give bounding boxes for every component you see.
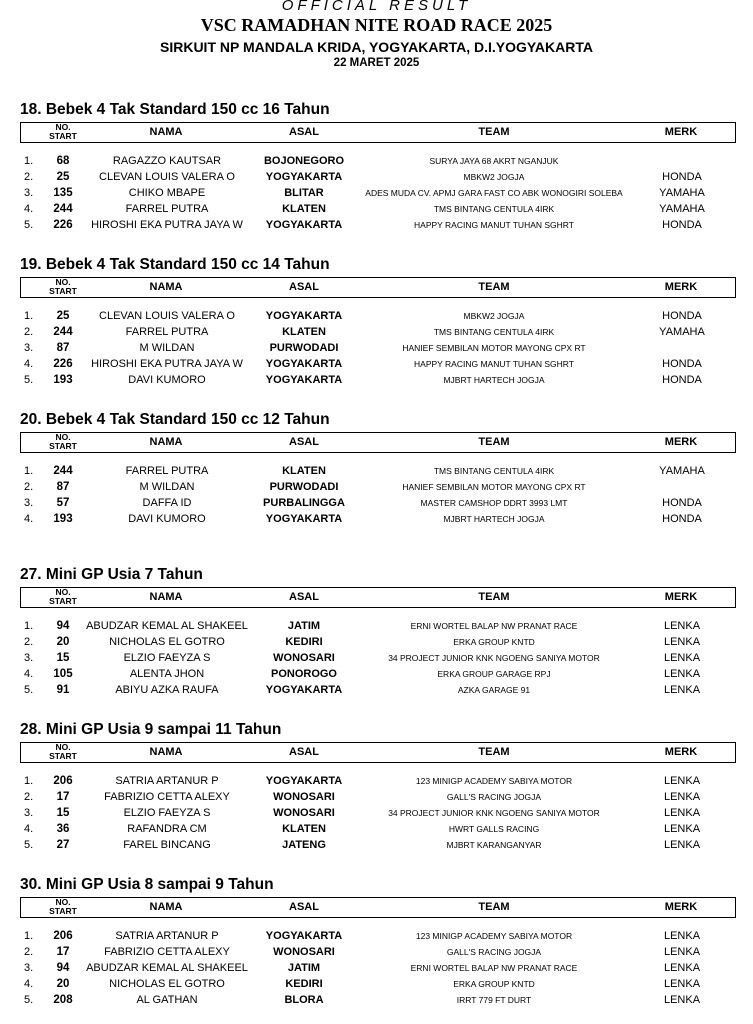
row-rider-name: FABRIZIO CETTA ALEXY <box>104 791 230 803</box>
row-rider-name: FABRIZIO CETTA ALEXY <box>104 946 230 958</box>
row-origin: YOGYAKARTA <box>265 513 343 525</box>
row-position: 1. <box>24 930 34 942</box>
table-row <box>0 805 753 821</box>
column-header-team: TEAM <box>478 126 510 138</box>
column-header-asal: ASAL <box>289 281 319 293</box>
section-title: 27. Mini GP Usia 7 Tahun <box>20 566 203 583</box>
section-title: 19. Bebek 4 Tak Standard 150 cc 14 Tahun <box>20 256 330 273</box>
row-start-number: 25 <box>56 171 70 183</box>
row-brand: HONDA <box>662 497 702 509</box>
row-team: ERKA GROUP GARAGE RPJ <box>437 669 551 679</box>
row-team: TMS BINTANG CENTULA 4IRK <box>433 327 555 337</box>
row-position: 3. <box>24 342 34 354</box>
row-brand: HONDA <box>662 171 702 183</box>
column-header-merk: MERK <box>664 746 698 758</box>
row-position: 5. <box>24 684 34 696</box>
column-header-merk: MERK <box>664 126 698 138</box>
row-team: ADES MUDA CV. APMJ GARA FAST CO ABK WONOGIRI SOLEBA <box>365 188 623 198</box>
column-header-team: TEAM <box>478 901 510 913</box>
row-start-number: 226 <box>53 219 73 231</box>
row-team: GALL'S RACING JOGJA <box>446 792 542 802</box>
row-start-number: 94 <box>56 962 70 974</box>
row-start-number: 17 <box>56 791 70 803</box>
column-header-no-start-line2: START <box>49 596 77 606</box>
row-brand: YAMAHA <box>659 326 705 338</box>
column-header-no-start <box>43 898 83 916</box>
table-row <box>0 634 753 650</box>
row-position: 2. <box>24 946 34 958</box>
section-title: 28. Mini GP Usia 9 sampai 11 Tahun <box>20 721 282 738</box>
row-start-number: 87 <box>56 481 70 493</box>
row-position: 2. <box>24 481 34 493</box>
column-header-merk: MERK <box>664 901 698 913</box>
column-header-team: TEAM <box>478 436 510 448</box>
row-origin: JATIM <box>287 962 321 974</box>
row-position: 2. <box>24 326 34 338</box>
table-row <box>0 153 753 169</box>
row-rider-name: ABIYU AZKA RAUFA <box>115 684 219 696</box>
row-rider-name: NICHOLAS EL GOTRO <box>109 636 225 648</box>
row-rider-name: AL GATHAN <box>136 994 198 1006</box>
column-header-no-start-line2: START <box>49 751 77 761</box>
row-team: 34 PROJECT JUNIOR KNK NGOENG SANIYA MOTOR <box>388 808 600 818</box>
row-start-number: 244 <box>53 465 73 477</box>
row-position: 1. <box>24 620 34 632</box>
row-start-number: 20 <box>56 978 70 990</box>
column-header-asal: ASAL <box>289 901 319 913</box>
table-row <box>0 821 753 837</box>
row-origin: JATIM <box>287 620 321 632</box>
row-origin: KLATEN <box>282 203 326 215</box>
row-start-number: 135 <box>53 187 73 199</box>
column-header-no-start-line2: START <box>49 131 77 141</box>
row-team: MBKW2 JOGJA <box>463 172 525 182</box>
row-origin: KLATEN <box>282 326 326 338</box>
row-team: MJBRT HARTECH JOGJA <box>443 375 545 385</box>
row-position: 3. <box>24 187 34 199</box>
row-origin: KLATEN <box>282 823 326 835</box>
table-row <box>0 511 753 527</box>
row-rider-name: SATRIA ARTANUR P <box>115 930 219 942</box>
table-row <box>0 682 753 698</box>
table-row <box>0 650 753 666</box>
row-team: MBKW2 JOGJA <box>463 311 525 321</box>
row-team: HANIEF SEMBILAN MOTOR MAYONG CPX RT <box>402 482 586 492</box>
row-brand: LENKA <box>663 823 701 835</box>
row-origin: YOGYAKARTA <box>265 171 343 183</box>
column-header-team: TEAM <box>478 281 510 293</box>
column-header-no-start <box>43 433 83 451</box>
row-start-number: 208 <box>53 994 73 1006</box>
row-team: HWRT GALLS RACING <box>448 824 540 834</box>
column-header-nama: NAMA <box>149 901 183 913</box>
row-start-number: 36 <box>56 823 70 835</box>
row-position: 3. <box>24 652 34 664</box>
row-origin: YOGYAKARTA <box>265 310 343 322</box>
row-origin: WONOSARI <box>273 946 335 958</box>
row-position: 5. <box>24 839 34 851</box>
row-start-number: 244 <box>53 203 73 215</box>
row-team: ERNI WORTEL BALAP NW PRANAT RACE <box>410 963 578 973</box>
row-origin: YOGYAKARTA <box>265 374 343 386</box>
row-team: ERKA GROUP KNTD <box>453 637 535 647</box>
row-origin: YOGYAKARTA <box>265 930 343 942</box>
row-position: 1. <box>24 310 34 322</box>
row-brand: LENKA <box>663 791 701 803</box>
row-brand: HONDA <box>662 374 702 386</box>
column-header-asal: ASAL <box>289 591 319 603</box>
column-header-no-start-line1: NO. <box>55 742 71 752</box>
row-rider-name: ABUDZAR KEMAL AL SHAKEEL <box>86 962 248 974</box>
column-header-merk: MERK <box>664 436 698 448</box>
row-rider-name: DAVI KUMORO <box>128 513 206 525</box>
row-rider-name: HIROSHI EKA PUTRA JAYA W <box>91 358 243 370</box>
row-brand: HONDA <box>662 358 702 370</box>
row-origin: YOGYAKARTA <box>265 775 343 787</box>
row-rider-name: FARREL PUTRA <box>125 326 209 338</box>
row-rider-name: M WILDAN <box>139 342 195 354</box>
row-start-number: 15 <box>56 807 70 819</box>
row-rider-name: CLEVAN LOUIS VALERA O <box>99 171 235 183</box>
row-team: TMS BINTANG CENTULA 4IRK <box>433 466 555 476</box>
row-origin: WONOSARI <box>273 652 335 664</box>
row-start-number: 25 <box>56 310 70 322</box>
event-venue: SIRKUIT NP MANDALA KRIDA, YOGYAKARTA, D.I.YOGYAKARTA <box>160 39 593 55</box>
row-origin: BOJONEGORO <box>263 155 345 167</box>
row-origin: YOGYAKARTA <box>265 684 343 696</box>
row-rider-name: ALENTA JHON <box>129 668 205 680</box>
column-header-no-start <box>43 588 83 606</box>
row-start-number: 226 <box>53 358 73 370</box>
row-start-number: 57 <box>56 497 70 509</box>
row-position: 2. <box>24 171 34 183</box>
row-origin: KLATEN <box>282 465 326 477</box>
row-team: 123 MINIGP ACADEMY SABIYA MOTOR <box>415 776 573 786</box>
row-start-number: 193 <box>53 374 73 386</box>
table-row <box>0 308 753 324</box>
row-position: 4. <box>24 978 34 990</box>
row-origin: YOGYAKARTA <box>265 219 343 231</box>
table-row <box>0 356 753 372</box>
row-brand: LENKA <box>663 962 701 974</box>
row-rider-name: SATRIA ARTANUR P <box>115 775 219 787</box>
row-position: 1. <box>24 155 34 167</box>
row-origin: PURBALINGGA <box>263 497 345 509</box>
table-header <box>20 897 736 918</box>
table-row <box>0 837 753 853</box>
row-position: 3. <box>24 807 34 819</box>
row-team: SURYA JAYA 68 AKRT NGANJUK <box>429 156 559 166</box>
row-team: ERKA GROUP KNTD <box>453 979 535 989</box>
row-rider-name: M WILDAN <box>139 481 195 493</box>
column-header-merk: MERK <box>664 591 698 603</box>
row-team: IRRT 779 FT DURT <box>456 995 532 1005</box>
row-team: HAPPY RACING MANUT TUHAN SGHRT <box>414 220 574 230</box>
table-row <box>0 169 753 185</box>
row-rider-name: RAFANDRA CM <box>127 823 207 835</box>
row-origin: WONOSARI <box>273 791 335 803</box>
row-origin: JATENG <box>282 839 326 851</box>
row-rider-name: CHIKO MBAPE <box>128 187 206 199</box>
row-team: AZKA GARAGE 91 <box>457 685 531 695</box>
row-brand: HONDA <box>662 219 702 231</box>
column-header-no-start <box>43 743 83 761</box>
row-rider-name: RAGAZZO KAUTSAR <box>112 155 222 167</box>
row-start-number: 20 <box>56 636 70 648</box>
table-row <box>0 324 753 340</box>
row-brand: LENKA <box>663 994 701 1006</box>
row-position: 1. <box>24 775 34 787</box>
table-row <box>0 976 753 992</box>
row-position: 2. <box>24 636 34 648</box>
column-header-asal: ASAL <box>289 436 319 448</box>
row-brand: LENKA <box>663 839 701 851</box>
row-team: ERNI WORTEL BALAP NW PRANAT RACE <box>410 621 578 631</box>
row-brand: LENKA <box>663 807 701 819</box>
column-header-asal: ASAL <box>289 746 319 758</box>
row-rider-name: ELZIO FAEYZA S <box>123 652 211 664</box>
table-row <box>0 789 753 805</box>
event-date: 22 MARET 2025 <box>333 57 420 69</box>
table-row <box>0 340 753 356</box>
row-position: 5. <box>24 374 34 386</box>
row-start-number: 68 <box>56 155 70 167</box>
row-origin: YOGYAKARTA <box>265 358 343 370</box>
section-title: 18. Bebek 4 Tak Standard 150 cc 16 Tahun <box>20 101 330 118</box>
table-row <box>0 217 753 233</box>
column-header-no-start-line1: NO. <box>55 277 71 287</box>
column-header-no-start-line1: NO. <box>55 122 71 132</box>
row-rider-name: DAVI KUMORO <box>128 374 206 386</box>
row-position: 4. <box>24 358 34 370</box>
column-header-no-start-line2: START <box>49 286 77 296</box>
column-header-no-start <box>43 278 83 296</box>
row-brand: YAMAHA <box>659 203 705 215</box>
row-start-number: 27 <box>56 839 70 851</box>
row-origin: PONOROGO <box>270 668 337 680</box>
row-position: 3. <box>24 497 34 509</box>
row-team: HANIEF SEMBILAN MOTOR MAYONG CPX RT <box>402 343 586 353</box>
row-position: 4. <box>24 513 34 525</box>
row-brand: LENKA <box>663 775 701 787</box>
row-brand: LENKA <box>663 636 701 648</box>
row-origin: KEDIRI <box>285 978 323 990</box>
row-brand: LENKA <box>663 684 701 696</box>
row-origin: WONOSARI <box>273 807 335 819</box>
row-rider-name: DAFFA ID <box>142 497 192 509</box>
row-start-number: 94 <box>56 620 70 632</box>
row-rider-name: ELZIO FAEYZA S <box>123 807 211 819</box>
row-position: 5. <box>24 994 34 1006</box>
table-row <box>0 185 753 201</box>
column-header-no-start-line2: START <box>49 441 77 451</box>
row-brand: LENKA <box>663 930 701 942</box>
row-brand: YAMAHA <box>659 465 705 477</box>
row-team: 34 PROJECT JUNIOR KNK NGOENG SANIYA MOTOR <box>388 653 600 663</box>
row-team: GALL'S RACING JOGJA <box>446 947 542 957</box>
column-header-nama: NAMA <box>149 436 183 448</box>
table-row <box>0 928 753 944</box>
row-start-number: 91 <box>56 684 70 696</box>
row-origin: PURWODADI <box>269 481 339 493</box>
column-header-no-start-line1: NO. <box>55 587 71 597</box>
row-team: MASTER CAMSHOP DDRT 3993 LMT <box>420 498 568 508</box>
row-start-number: 17 <box>56 946 70 958</box>
column-header-no-start-line1: NO. <box>55 432 71 442</box>
table-row <box>0 992 753 1008</box>
row-position: 5. <box>24 219 34 231</box>
table-header <box>20 122 736 143</box>
row-start-number: 206 <box>53 930 73 942</box>
row-start-number: 105 <box>53 668 73 680</box>
row-position: 2. <box>24 791 34 803</box>
row-brand: YAMAHA <box>659 187 705 199</box>
row-start-number: 15 <box>56 652 70 664</box>
row-team: 123 MINIGP ACADEMY SABIYA MOTOR <box>415 931 573 941</box>
column-header-merk: MERK <box>664 281 698 293</box>
row-brand: LENKA <box>663 946 701 958</box>
section-title: 30. Mini GP Usia 8 sampai 9 Tahun <box>20 876 274 893</box>
row-position: 4. <box>24 203 34 215</box>
row-rider-name: ABUDZAR KEMAL AL SHAKEEL <box>86 620 248 632</box>
row-rider-name: FAREL BINCANG <box>123 839 211 851</box>
event-title: VSC RAMADHAN NITE ROAD RACE 2025 <box>200 15 553 35</box>
table-row <box>0 479 753 495</box>
column-header-no-start-line2: START <box>49 906 77 916</box>
table-row <box>0 666 753 682</box>
table-header <box>20 742 736 763</box>
table-row <box>0 201 753 217</box>
row-origin: PURWODADI <box>269 342 339 354</box>
row-team: MJBRT KARANGANYAR <box>446 840 542 850</box>
column-header-no-start <box>43 123 83 141</box>
row-rider-name: CLEVAN LOUIS VALERA O <box>99 310 235 322</box>
column-header-nama: NAMA <box>149 281 183 293</box>
table-row <box>0 495 753 511</box>
row-position: 3. <box>24 962 34 974</box>
row-start-number: 206 <box>53 775 73 787</box>
column-header-team: TEAM <box>478 746 510 758</box>
row-rider-name: FARREL PUTRA <box>125 465 209 477</box>
table-header <box>20 277 736 298</box>
row-start-number: 244 <box>53 326 73 338</box>
row-start-number: 193 <box>53 513 73 525</box>
row-position: 4. <box>24 823 34 835</box>
row-brand: LENKA <box>663 652 701 664</box>
column-header-team: TEAM <box>478 591 510 603</box>
row-origin: KEDIRI <box>285 636 323 648</box>
column-header-nama: NAMA <box>149 746 183 758</box>
column-header-asal: ASAL <box>289 126 319 138</box>
row-brand: LENKA <box>663 668 701 680</box>
row-start-number: 87 <box>56 342 70 354</box>
row-origin: BLITAR <box>284 187 324 199</box>
row-rider-name: NICHOLAS EL GOTRO <box>109 978 225 990</box>
table-row <box>0 618 753 634</box>
row-brand: LENKA <box>663 978 701 990</box>
table-row <box>0 372 753 388</box>
row-origin: BLORA <box>284 994 324 1006</box>
row-team: HAPPY RACING MANUT TUHAN SGHRT <box>414 359 574 369</box>
row-brand: HONDA <box>662 310 702 322</box>
table-row <box>0 944 753 960</box>
table-row <box>0 960 753 976</box>
row-team: MJBRT HARTECH JOGJA <box>443 514 545 524</box>
official-result-label: OFFICIAL RESULT <box>281 0 472 14</box>
row-position: 4. <box>24 668 34 680</box>
section-title: 20. Bebek 4 Tak Standard 150 cc 12 Tahun <box>20 411 330 428</box>
row-rider-name: HIROSHI EKA PUTRA JAYA W <box>91 219 243 231</box>
row-position: 1. <box>24 465 34 477</box>
column-header-no-start-line1: NO. <box>55 897 71 907</box>
table-row <box>0 463 753 479</box>
row-rider-name: FARREL PUTRA <box>125 203 209 215</box>
row-brand: HONDA <box>662 513 702 525</box>
row-team: TMS BINTANG CENTULA 4IRK <box>433 204 555 214</box>
table-row <box>0 773 753 789</box>
row-brand: LENKA <box>663 620 701 632</box>
table-header <box>20 432 736 453</box>
column-header-nama: NAMA <box>149 126 183 138</box>
table-header <box>20 587 736 608</box>
column-header-nama: NAMA <box>149 591 183 603</box>
